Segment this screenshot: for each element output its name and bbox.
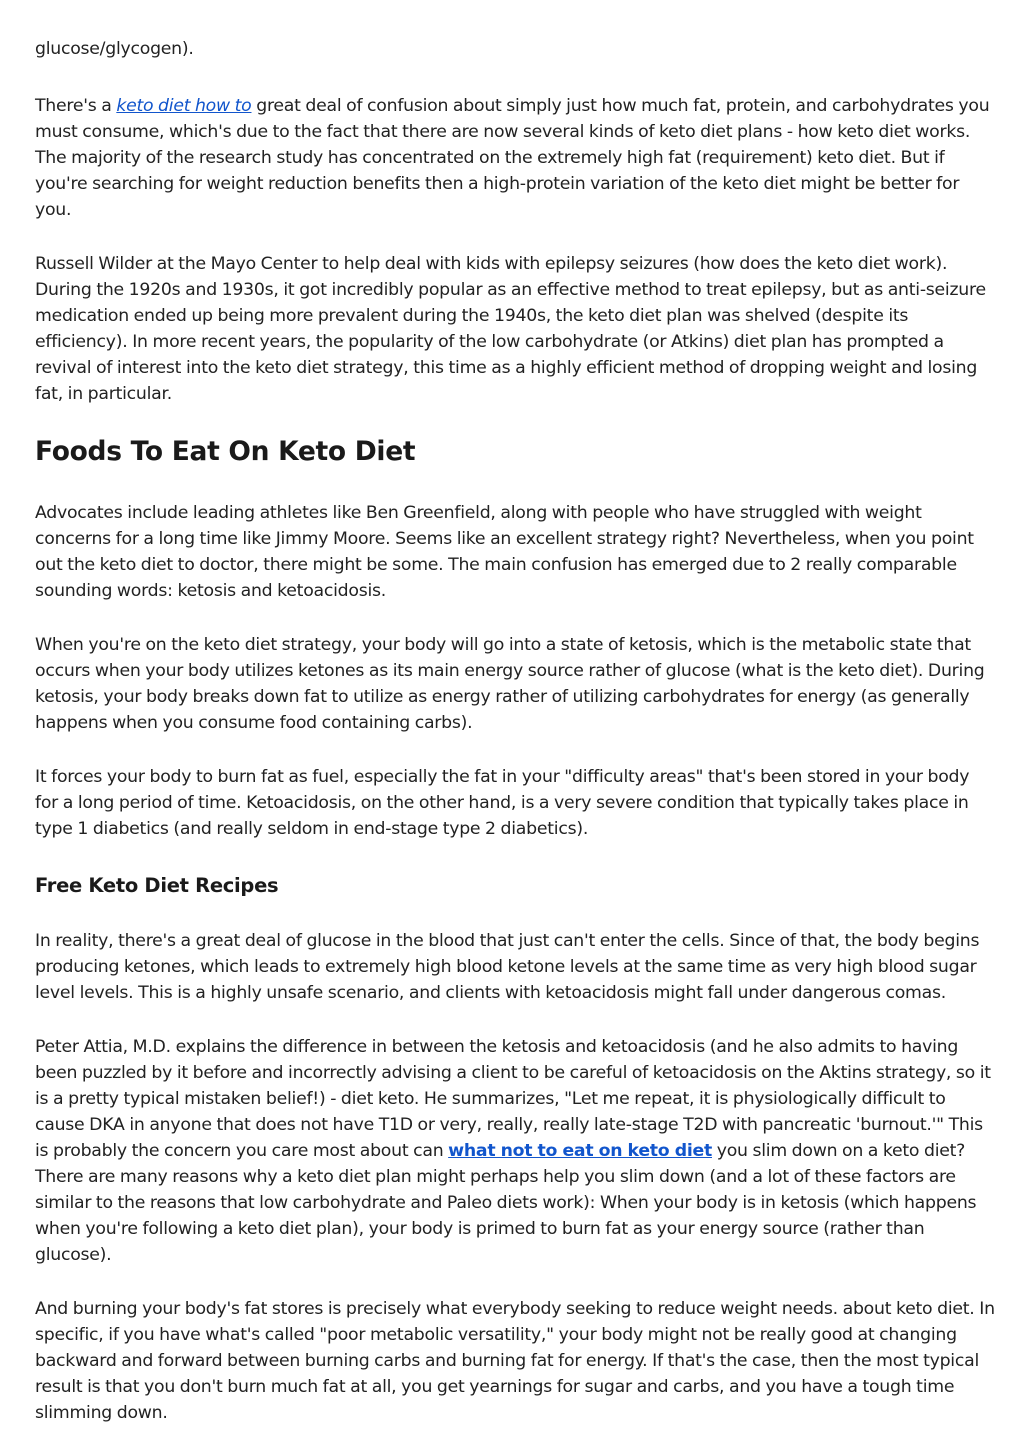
article-body [35, 36, 995, 1426]
paragraph-reality: In reality, there's a great deal of glucose in the blood that just can't enter the cells. Since of that, the body begins producing ketones, which leads to extremely high blood ketone levels at the same time as very high blood sugar level levels. This is a highly unsafe scenario, and clients with ketoacidosis might fall under dangerous comas. [35, 931, 980, 1003]
paragraph-advocates: Advocates include leading athletes like Ben Greenfield, along with people who have struggled with weight concerns for a long time like Jimmy Moore. Seems like an excellent strategy right? Nevertheless, when you point out the keto diet to doctor, there might be some. The main confusion has emerged due to 2 really comparable sounding words: ketosis and ketoacidosis. [35, 503, 974, 601]
paragraph-text: There's a [35, 96, 117, 116]
paragraph-ketosis: When you're on the keto diet strategy, your body will go into a state of ketosis, which is the metabolic state that occurs when your body utilizes ketones as its main energy source rather of glucose (what is the keto diet). During ketosis, your body breaks down fat to utilize as energy rather of utilizing carbohydrates for energy (as generally happens when you consume food containing carbs). [35, 635, 985, 733]
paragraph-glucose: glucose/glycogen). [35, 39, 194, 59]
paragraph-text: you slim down on a keto diet? There are many reasons why a keto diet plan might perhaps help you slim down (and a lot of these factors are similar to the reasons that low carbohydrate and Paleo diets work): When your body is in ketosis (which happens when you're following a keto diet plan), your body is primed to burn fat as your energy source (rather than glucose). [35, 1141, 977, 1265]
keto-diet-how-to-link[interactable]: keto diet how to [116, 96, 252, 116]
paragraph-wilder: Russell Wilder at the Mayo Center to help deal with kids with epilepsy seizures (how does the keto diet work). During the 1920s and 1930s, it got incredibly popular as an effective method to treat epilepsy, but as anti-seizure medication ended up being more prevalent during the 1940s, the keto diet plan was shelved (despite its efficiency). In more recent years, the popularity of the low carbohydrate (or Atkins) diet plan has prompted a revival of interest into the keto diet strategy, this time as a highly efficient method of dropping weight and losing fat, in particular. [35, 254, 986, 404]
what-not-to-eat-link[interactable]: what not to eat on keto diet [448, 1141, 712, 1161]
paragraph-burning: And burning your body's fat stores is precisely what everybody seeking to reduce weight needs. about keto diet. In specific, if you have what's called "poor metabolic versatility," your body might not be really good at changing backward and forward between burning carbs and burning fat for energy. If that's the case, then the most typical result is that you don't burn much fat at all, you get yearnings for sugar and carbs, and you have a tough time slimming down. [35, 1299, 995, 1423]
paragraph-confusion [35, 93, 995, 223]
paragraph-text: great deal of confusion about simply just how much fat, protein, and carbohydrates you must consume, which's due to the fact that there are now several kinds of keto diet plans - how keto diet works. The majority of the research study has concentrated on the extremely high fat (requirement) keto diet. But if you're searching for weight reduction benefits then a high-protein variation of the keto diet might be better for you. [35, 96, 990, 220]
paragraph-text: Peter Attia, M.D. explains the difference in between the ketosis and ketoacidosis (and he also admits to having been puzzled by it before and incorrectly advising a client to be careful of ketoacidosis on the Aktins strategy, so it is a pretty typical mistaken belief!) - diet keto. He summarizes, "Let me repeat, it is physiologically difficult to cause DKA in anyone that does not have T1D or very, really, really late-stage T2D with pancreatic 'burnout.'" This is probably the concern you care most about can [35, 1037, 991, 1161]
paragraph-attia [35, 1034, 995, 1268]
paragraph-forces: It forces your body to burn fat as fuel, especially the fat in your "difficulty areas" that's been stored in your body for a long period of time. Ketoacidosis, on the other hand, is a very severe condition that typically takes place in type 1 diabetics (and really seldom in end-stage type 2 diabetics). [35, 767, 970, 839]
heading-foods-to-eat: Foods To Eat On Keto Diet [35, 436, 416, 467]
heading-free-recipes: Free Keto Diet Recipes [35, 874, 279, 897]
